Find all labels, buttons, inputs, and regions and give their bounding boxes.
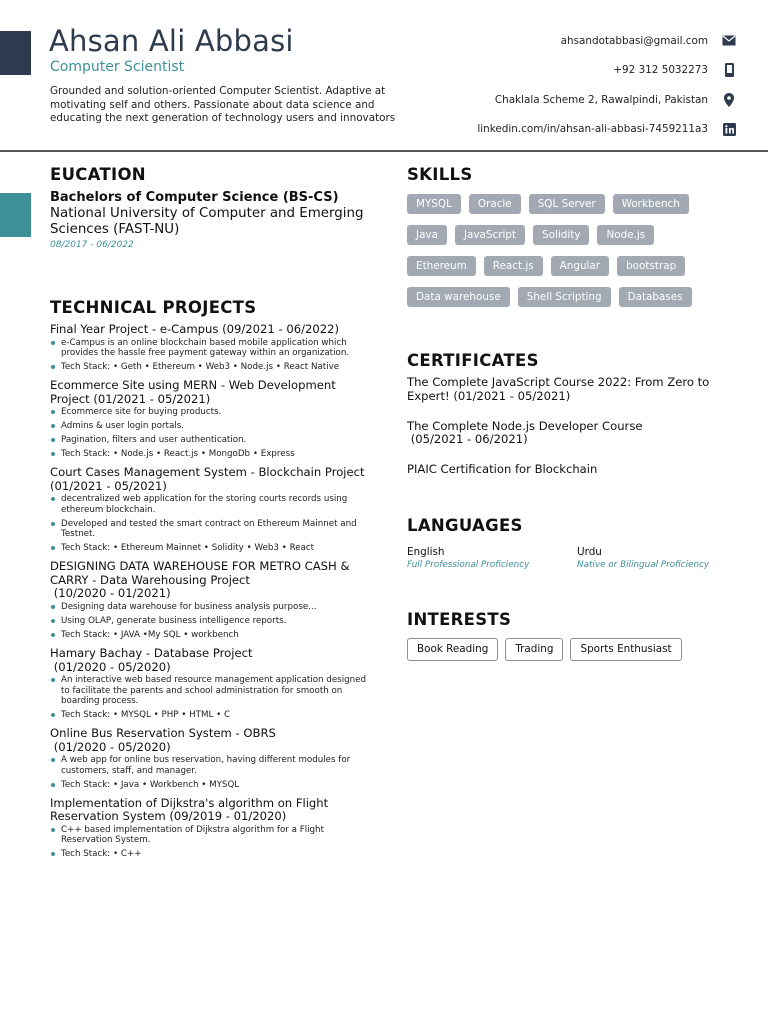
skill-tag: JavaScript	[455, 225, 525, 245]
project-title: Court Cases Management System - Blockchain Project (01/2021 - 05/2021)	[50, 465, 369, 493]
certificate-item: The Complete JavaScript Course 2022: From Zero to Expert! (01/2021 - 05/2021)	[407, 375, 713, 403]
projects-section	[50, 323, 370, 867]
project-bullet: Tech Stack: • Node.js • React.js • MongoDb • Express	[50, 449, 370, 459]
candidate-title: Computer Scientist	[50, 59, 185, 75]
project-item	[50, 466, 370, 553]
phone-icon	[722, 63, 736, 77]
skills-list	[407, 194, 727, 307]
contact-address	[477, 85, 736, 115]
candidate-name: Ahsan Ali Abbasi	[49, 24, 294, 58]
project-bullet: Ecommerce site for buying products.	[50, 407, 370, 417]
email-text[interactable]: ahsandotabbasi@gmail.com	[560, 34, 708, 47]
language-level: Native or Bilingual Proficiency	[577, 560, 710, 570]
certificate-item: PIAIC Certification for Blockchain	[407, 462, 598, 476]
project-bullet: decentralized web application for the storing courts records using ethereum blockchain.	[50, 494, 370, 515]
contact-linkedin[interactable]	[477, 115, 736, 145]
contact-list	[477, 26, 736, 144]
language-name: English	[407, 546, 445, 558]
project-item	[50, 379, 370, 459]
project-bullet: C++ based implementation of Dijkstra algorithm for a Flight Reservation System.	[50, 825, 370, 846]
header-accent-bar	[0, 31, 31, 75]
project-item	[50, 560, 370, 640]
linkedin-text[interactable]: linkedin.com/in/ahsan-ali-abbasi-7459211a3	[477, 123, 708, 136]
skill-tag: Angular	[551, 256, 609, 276]
school: National University of Computer and Emerging Sciences (FAST-NU)	[50, 206, 364, 237]
languages-heading: LANGUAGES	[407, 516, 523, 535]
project-bullet: Tech Stack: • Geth • Ethereum • Web3 • Node.js • React Native	[50, 362, 370, 372]
certificates-heading: CERTIFICATES	[407, 351, 539, 370]
interest-tag: Trading	[505, 638, 563, 661]
location-icon	[722, 93, 736, 107]
projects-heading: TECHNICAL PROJECTS	[50, 298, 257, 317]
skill-tag: bootstrap	[617, 256, 685, 276]
certificates-list	[407, 376, 727, 493]
skill-tag: Shell Scripting	[518, 287, 611, 307]
project-title: DESIGNING DATA WAREHOUSE FOR METRO CASH & CARRY - Data Warehousing Project (10/2020 - 01/2021)	[50, 559, 350, 601]
skills-heading: SKILLS	[407, 165, 473, 184]
project-item	[50, 323, 370, 372]
skill-tag: Databases	[619, 287, 692, 307]
project-bullet: Pagination, filters and user authentication.	[50, 435, 370, 445]
languages-list	[407, 546, 747, 570]
phone-text[interactable]: +92 312 5032273	[613, 64, 708, 77]
education-dates: 08/2017 - 06/2022	[50, 240, 134, 250]
project-bullet: Tech Stack: • Ethereum Mainnet • Solidity • Web3 • React	[50, 543, 370, 553]
project-title: Final Year Project - e-Campus (09/2021 - 06/2022)	[50, 322, 340, 336]
project-title: Hamary Bachay - Database Project (01/2020 - 05/2020)	[50, 646, 253, 674]
interests-list	[407, 638, 682, 661]
certificate-item: The Complete Node.js Developer Course (05/2021 - 06/2021)	[407, 418, 643, 446]
project-bullet: An interactive web based resource management application designed to facilitate the parents and school administration for smooth on boarding process.	[50, 675, 370, 706]
header-divider	[0, 150, 768, 152]
project-item	[50, 727, 370, 790]
language-name: Urdu	[577, 546, 602, 558]
address-text: Chaklala Scheme 2, Rawalpindi, Pakistan	[494, 93, 708, 106]
skill-tag: Solidity	[533, 225, 589, 245]
project-bullet: Using OLAP, generate business intelligence reports.	[50, 616, 370, 626]
interest-tag: Sports Enthusiast	[570, 638, 681, 661]
project-item	[50, 797, 370, 860]
skill-tag: Data warehouse	[407, 287, 510, 307]
language-item	[577, 546, 747, 570]
skill-tag: Workbench	[613, 194, 689, 214]
degree: Bachelors of Computer Science (BS-CS)	[50, 190, 339, 205]
summary-text: Grounded and solution-oriented Computer Scientist. Adaptive at motivating self and others. Passionate about data science and educating the next generation of technology users and innovators	[50, 85, 396, 124]
project-bullet: Developed and tested the smart contract on Ethereum Mainnet and Testnet.	[50, 519, 370, 540]
project-bullet: Tech Stack: • JAVA •My SQL • workbench	[50, 630, 370, 640]
interests-heading: INTERESTS	[407, 610, 512, 629]
project-item	[50, 647, 370, 720]
contact-phone[interactable]	[477, 56, 736, 86]
project-bullet: e-Campus is an online blockchain based mobile application which provides the hassle free payment gateway within an organization.	[50, 338, 370, 359]
project-bullet: Tech Stack: • Java • Workbench • MYSQL	[50, 780, 370, 790]
education-heading: EUCATION	[50, 165, 146, 184]
skill-tag: Ethereum	[407, 256, 476, 276]
interest-tag: Book Reading	[407, 638, 498, 661]
skill-tag: SQL Server	[529, 194, 605, 214]
skill-tag: Node.js	[597, 225, 654, 245]
project-bullet: A web app for online bus reservation, having different modules for customers, staff, and manager.	[50, 755, 370, 776]
skill-tag: React.js	[484, 256, 543, 276]
section-accent-bar	[0, 193, 31, 237]
language-level: Full Professional Proficiency	[407, 560, 530, 570]
education-section	[50, 190, 370, 250]
project-title: Implementation of Dijkstra's algorithm on Flight Reservation System (09/2019 - 01/2020)	[50, 795, 332, 824]
project-bullet: Admins & user login portals.	[50, 421, 370, 431]
language-item	[407, 546, 577, 570]
email-icon	[722, 34, 736, 48]
skill-tag: MYSQL	[407, 194, 461, 214]
project-bullet: Tech Stack: • C++	[50, 849, 370, 859]
project-title: Ecommerce Site using MERN - Web Development Project (01/2021 - 05/2021)	[50, 378, 340, 406]
project-title: Online Bus Reservation System - OBRS (01/2020 - 05/2020)	[50, 726, 276, 754]
project-bullet: Designing data warehouse for business analysis purpose...	[50, 602, 370, 612]
linkedin-icon	[722, 122, 736, 136]
skill-tag: Java	[407, 225, 447, 245]
contact-email[interactable]	[477, 26, 736, 56]
project-bullet: Tech Stack: • MYSQL • PHP • HTML • C	[50, 710, 370, 720]
skill-tag: Oracle	[469, 194, 521, 214]
